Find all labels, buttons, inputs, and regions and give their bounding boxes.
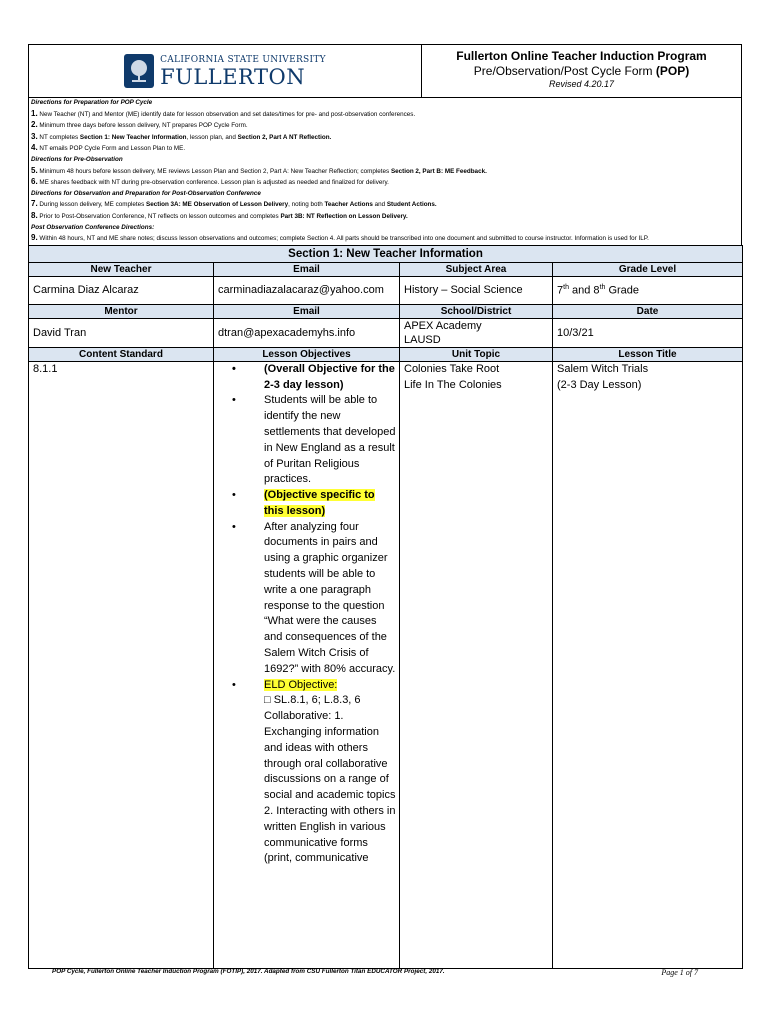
label-new-teacher: New Teacher [29,262,214,276]
lesson-objectives-value [214,361,400,968]
directions-heading: Directions for Observation and Preparation for Post-Observation Conference [31,189,261,197]
objective-item: • ELD Objective: [216,678,397,694]
unit-topic-value: Colonies Take Root Life In The Colonies [400,361,553,968]
label-grade-level: Grade Level [553,262,743,276]
content-standard-value: 8.1.1 [29,361,214,968]
directions-heading: Directions for Pre-Observation [31,155,123,163]
label-email: Email [214,262,400,276]
direction-line: 6. ME shares feedback with NT during pre-observation conference. Lesson plan is adjusted as needed and finalized for delivery. [31,177,389,187]
logo-university-text: CALIFORNIA STATE UNIVERSITY [160,54,326,65]
footer-text: POP Cycle, Fullerton Online Teacher Induction Program (FOTIP), 2017. Adapted from CSU Fullerton Titan EDUCATOR Project, 2017. [52,968,445,975]
label-subject-area: Subject Area [400,262,553,276]
objective-item: □ SL.8.1, 6; L.8.3, 6 Collaborative: 1. Exchanging information and ideas with others through oral collaborative discussions on a range of social and academic topics 2. Interacting with others in written English in various communicative forms (print, communicative [264,694,396,865]
directions-heading: Directions for Preparation for POP Cycle [31,99,153,106]
direction-line: 5. Minimum 48 hours before lesson delivery, ME reviews Lesson Plan and Section 2, Part A: New Teacher Reflection; completes Section 2, Part B: ME Feedback. [31,165,487,175]
label-lesson-title: Lesson Title [553,347,743,361]
direction-line: 1. New Teacher (NT) and Mentor (ME) identify date for lesson observation and set dates/times for pre- and post-observation conferences. [31,108,416,118]
label-date: Date [553,304,743,318]
direction-line: 8. Prior to Post-Observation Conference, NT reflects on lesson outcomes and completes Part 3B: NT Reflection on Lesson Delivery. [31,210,408,220]
page-footer [52,968,698,975]
email-value: carminadiazalacaraz@yahoo.com [214,276,400,304]
label-content-standard: Content Standard [29,347,214,361]
form-title [422,64,741,79]
objective-item: • (Overall Objective for the 2-3 day lesson) [216,362,397,394]
mentor-email-value: dtran@apexacademyhs.info [214,318,400,347]
label-mentor: Mentor [29,304,214,318]
date-value: 10/3/21 [553,318,743,347]
lesson-title-value: Salem Witch Trials (2-3 Day Lesson) [553,361,743,968]
grade-value: 7th and 8th Grade [553,276,743,304]
direction-line: 3. NT completes Section 1: New Teacher Information, lesson plan, and Section 2, Part A NT Reflection. [31,131,332,141]
direction-line: 7. During lesson delivery, ME completes Section 3A: ME Observation of Lesson Delivery, noting both Teacher Actions and Student Actions. [31,199,437,209]
objective-item: • After analyzing four documents in pairs and using a graphic organizer students will be able to write a one paragraph response to the question “What were the causes and consequences of the Salem Witch Crisis of 1692?” with 80% accuracy. [216,520,397,678]
objective-item: • (Objective specific to this lesson) [216,488,397,520]
mentor-value: David Tran [29,318,214,347]
label-school-district: School/District [400,304,553,318]
form-abbr: (POP) [655,64,690,78]
tree-seal-icon [124,54,154,88]
pop-form-page [28,44,742,969]
direction-line: 2. Minimum three days before lesson delivery, NT prepares POP Cycle Form. [31,120,248,130]
directions-heading: Post Observation Conference Directions: [31,223,155,231]
revised-date: Revised 4.20.17 [548,79,615,89]
form-name: Pre/Observation/Post Cycle Form [473,64,653,78]
program-title: Fullerton Online Teacher Induction Program [456,49,707,63]
title-cell [422,45,741,97]
new-teacher-value: Carmina Diaz Alcaraz [29,276,214,304]
direction-line: 9. Within 48 hours, NT and ME share notes; discuss lesson observations and outcomes; complete Section 4. All parts should be transcribed into one document and submitted to course instructor. Information is used for ILP. [31,233,649,243]
section1-table [28,245,743,969]
label-lesson-objectives: Lesson Objectives [214,347,400,361]
label-mentor-email: Email [214,304,400,318]
school-district-value: APEX Academy LAUSD [400,318,553,347]
section1-title: Section 1: New Teacher Information [29,245,743,262]
directions-block [28,98,742,245]
csuf-logo [124,54,326,88]
direction-line: 4. NT emails POP Cycle Form and Lesson Plan to ME. [31,143,186,153]
form-header [28,44,742,98]
objective-item: • Students will be able to identify the new settlements that developed in New England as a result of Puritan Religious practices. [216,393,397,488]
page-number: Page 1 of 7 [661,968,698,977]
logo-fullerton-text: FULLERTON [160,64,306,89]
subject-value: History – Social Science [400,276,553,304]
label-unit-topic: Unit Topic [400,347,553,361]
logo-cell [29,45,422,97]
